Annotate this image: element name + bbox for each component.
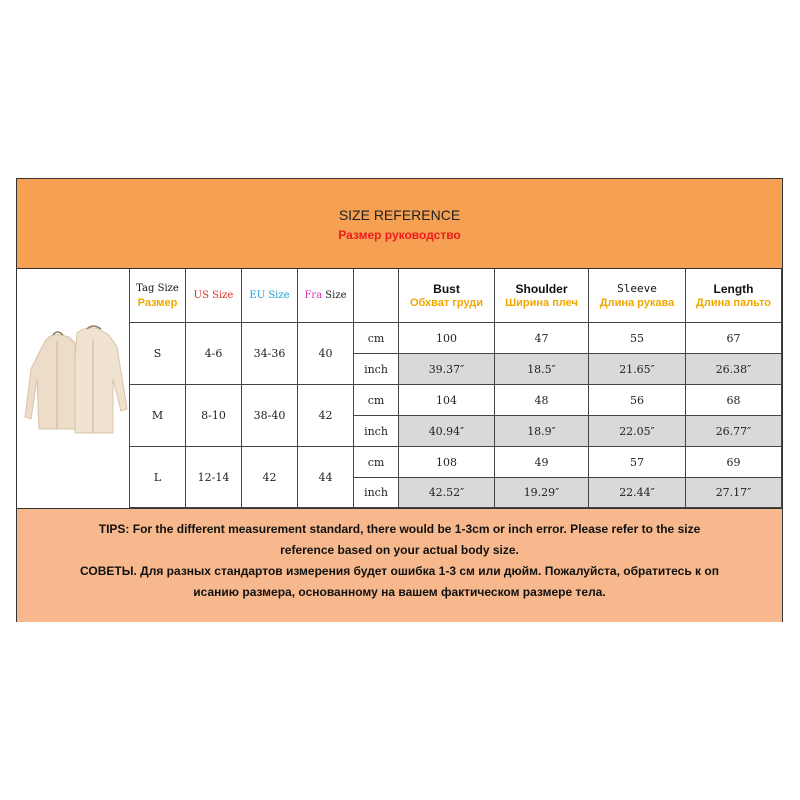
row-m-sleeve-inch: 22.05″ <box>589 416 686 447</box>
row-s-cm-label: cm <box>354 323 399 354</box>
row-m-eu: 38-40 <box>242 385 298 447</box>
row-m-cm-label: cm <box>354 385 399 416</box>
row-l-sleeve-inch: 22.44″ <box>589 478 686 508</box>
col-fra-prefix: Fra <box>304 290 323 301</box>
tips-en-line1: TIPS: For the different measurement standard, there would be 1-3cm or inch error. Please refer to the size <box>98 522 701 536</box>
row-l-shoulder-cm: 49 <box>495 447 589 478</box>
row-m-bust-cm: 104 <box>399 385 495 416</box>
row-m-inch-label: inch <box>354 416 399 447</box>
col-bust <box>399 269 495 323</box>
size-chart-frame <box>16 178 783 622</box>
row-l-size: L <box>130 447 186 508</box>
row-s-bust-cm: 100 <box>399 323 495 354</box>
col-sleeve-ru: Длина рукава <box>599 296 675 309</box>
col-tag-size <box>130 269 186 323</box>
row-m-size: M <box>130 385 186 447</box>
col-sleeve-en: Sleeve <box>617 281 657 295</box>
col-shoulder <box>495 269 589 323</box>
row-l-eu: 42 <box>242 447 298 508</box>
row-s-sleeve-cm: 55 <box>589 323 686 354</box>
row-l-length-cm: 69 <box>686 447 782 478</box>
product-photo <box>17 269 130 508</box>
row-s-shoulder-cm: 47 <box>495 323 589 354</box>
row-s-us: 4-6 <box>186 323 242 385</box>
header-title-ru: Размер руководство <box>338 228 461 242</box>
row-l-length-inch: 27.17″ <box>686 478 782 508</box>
row-m-sleeve-cm: 56 <box>589 385 686 416</box>
row-m-bust-inch: 40.94″ <box>399 416 495 447</box>
row-s-bust-inch: 39.37″ <box>399 354 495 385</box>
col-us-size: US Size <box>186 269 242 323</box>
row-s-size: S <box>130 323 186 385</box>
jacket-image <box>17 269 129 508</box>
row-s-shoulder-inch: 18.5″ <box>495 354 589 385</box>
row-l-sleeve-cm: 57 <box>589 447 686 478</box>
col-length <box>686 269 782 323</box>
row-l-inch-label: inch <box>354 478 399 508</box>
row-l-fra: 44 <box>298 447 354 508</box>
col-tag-size-en: Tag Size <box>136 282 179 294</box>
row-m-length-inch: 26.77″ <box>686 416 782 447</box>
tips-en-line2: reference based on your actual body size. <box>280 543 519 557</box>
col-unit <box>354 269 399 323</box>
row-s-length-cm: 67 <box>686 323 782 354</box>
col-length-en: Length <box>713 281 754 296</box>
row-s-fra: 40 <box>298 323 354 385</box>
col-shoulder-en: Shoulder <box>515 281 568 296</box>
row-m-length-cm: 68 <box>686 385 782 416</box>
row-s-length-inch: 26.38″ <box>686 354 782 385</box>
size-chart-header <box>17 179 782 269</box>
col-eu-size: EU Size <box>242 269 298 323</box>
row-l-shoulder-inch: 19.29″ <box>495 478 589 508</box>
row-s-inch-label: inch <box>354 354 399 385</box>
tips-ru-line2: исанию размера, основанному на вашем фактическом размере тела. <box>193 585 606 599</box>
row-m-us: 8-10 <box>186 385 242 447</box>
row-l-cm-label: cm <box>354 447 399 478</box>
tips-section <box>17 508 782 622</box>
row-m-shoulder-cm: 48 <box>495 385 589 416</box>
col-shoulder-ru: Ширина плеч <box>505 296 578 309</box>
row-s-eu: 34-36 <box>242 323 298 385</box>
size-table <box>17 269 782 508</box>
row-l-us: 12-14 <box>186 447 242 508</box>
row-l-bust-inch: 42.52″ <box>399 478 495 508</box>
col-sleeve <box>589 269 686 323</box>
row-m-fra: 42 <box>298 385 354 447</box>
row-l-bust-cm: 108 <box>399 447 495 478</box>
col-length-ru: Длина пальто <box>696 296 771 309</box>
row-m-shoulder-inch: 18.9″ <box>495 416 589 447</box>
col-tag-size-ru: Размер <box>137 296 178 309</box>
row-s-sleeve-inch: 21.65″ <box>589 354 686 385</box>
col-fra-suffix: Size <box>322 290 347 301</box>
header-title-en: SIZE REFERENCE <box>338 207 461 223</box>
col-bust-ru: Обхват груди <box>409 296 484 309</box>
tips-ru-line1: СОВЕТЫ. Для разных стандартов измерения будет ошибка 1-3 см или дюйм. Пожалуйста, обратитесь к оп <box>80 564 719 578</box>
col-fra-size <box>298 269 354 323</box>
col-bust-en: Bust <box>433 281 460 296</box>
